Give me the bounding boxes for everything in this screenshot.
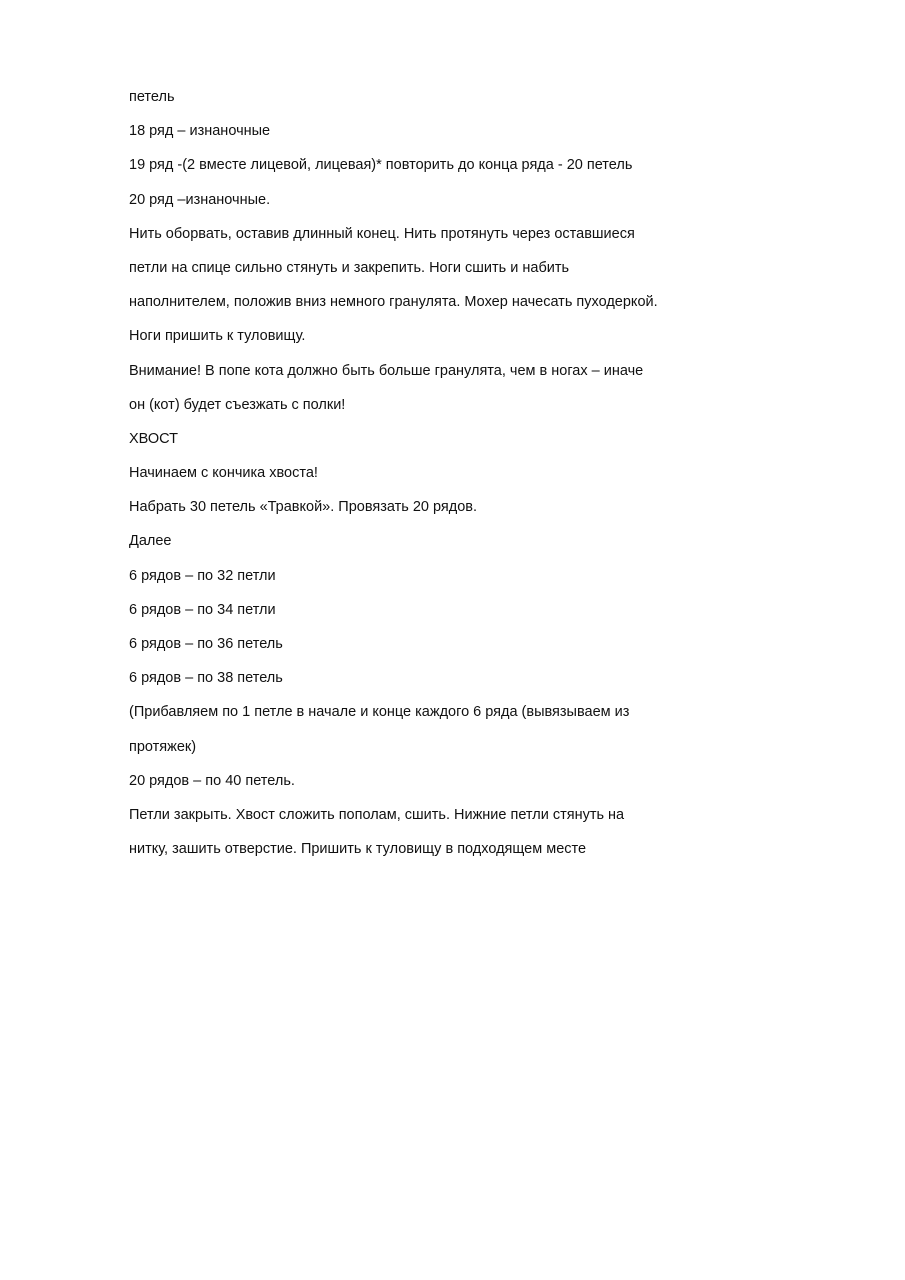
text-line: 18 ряд – изнаночные <box>129 123 271 140</box>
text-line: Петли закрыть. Хвост сложить пополам, сшить. Нижние петли стянуть на <box>129 806 625 823</box>
document-text <box>129 86 829 872</box>
text-line: Начинаем с кончика хвоста! <box>129 465 318 482</box>
text-line: 6 рядов – по 36 петель <box>129 636 283 652</box>
text-line: Ноги пришить к туловищу. <box>129 328 306 345</box>
text-line: нитку, зашить отверстие. Пришить к туловищу в подходящем месте <box>129 841 587 858</box>
text-line: 6 рядов – по 38 петель <box>129 670 283 687</box>
section-heading: ХВОСТ <box>129 430 178 447</box>
text-line: (Прибавляем по 1 петле в начале и конце каждого 6 ряда (вывязываем из <box>129 704 630 721</box>
text-line: 20 рядов – по 40 петель. <box>129 772 295 789</box>
text-line: 20 ряд –изнаночные. <box>129 191 271 208</box>
text-line: 6 рядов – по 34 петли <box>129 601 276 618</box>
text-line: петель <box>129 89 175 105</box>
text-line: петли на спице сильно стянуть и закрепить. Ноги сшить и набить <box>129 259 570 276</box>
text-line: Внимание! В попе кота должно быть больше гранулята, чем в ногах – иначе <box>129 362 644 379</box>
text-line: 19 ряд -(2 вместе лицевой, лицевая)* повторить до конца ряда - 20 петель <box>129 157 633 174</box>
text-line: 6 рядов – по 32 петли <box>129 567 276 584</box>
text-line: Нить оборвать, оставив длинный конец. Нить протянуть через оставшиеся <box>129 225 635 242</box>
text-line: он (кот) будет съезжать с полки! <box>129 396 346 413</box>
text-line: протяжек) <box>129 738 197 755</box>
text-line: Набрать 30 петель «Травкой». Провязать 20 рядов. <box>129 499 478 516</box>
text-line: наполнителем, положив вниз немного гранулята. Мохер начесать пуходеркой. <box>129 294 658 311</box>
text-line: Далее <box>129 533 172 550</box>
